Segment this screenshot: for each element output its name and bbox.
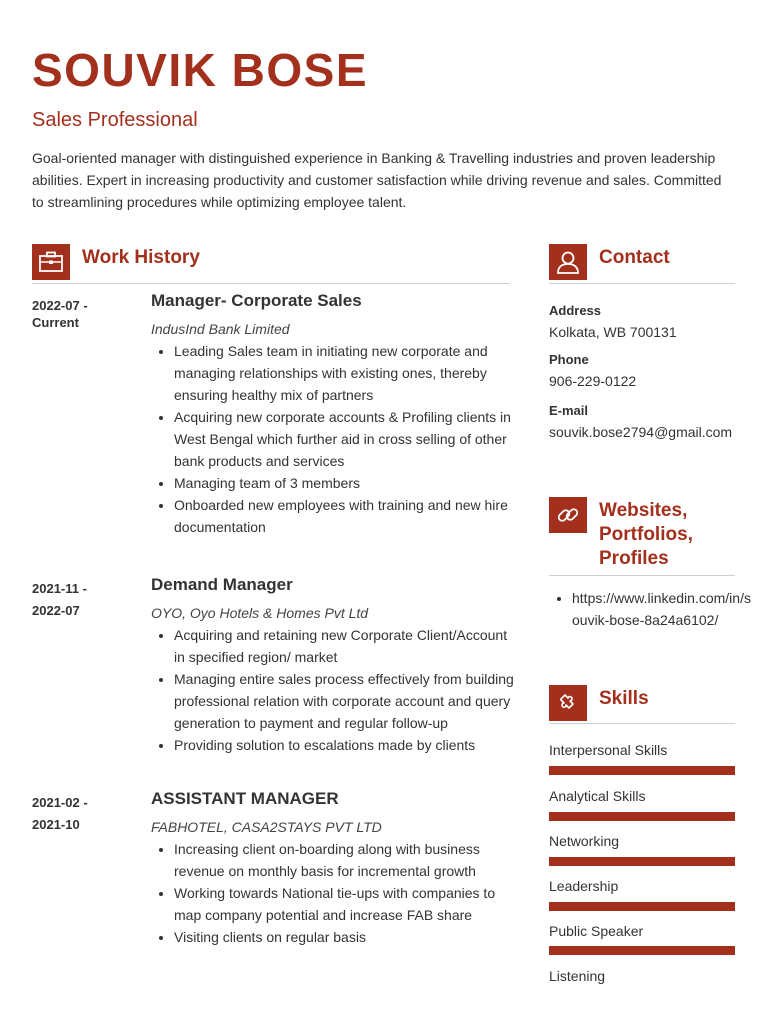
job-bullet: • Managing team of 3 members [174,472,516,494]
job-bullets [151,340,516,538]
skill-name: Listening [549,968,606,984]
job-bullet: • Acquiring and retaining new Corporate Client/Account in specified region/ market [174,624,516,668]
work-history-divider [32,283,510,284]
job-date-end: 2022-07 [32,603,80,618]
job-bullet: • Providing solution to escalations made by clients [174,734,516,756]
contact-header [549,244,670,280]
websites-list [549,587,758,631]
job-bullet: • Onboarded new employees with training and new hire documentation [174,494,516,538]
job-details [151,789,516,948]
skill-bar-fill [549,946,735,955]
skill-name: Public Speaker [549,923,644,939]
skill-bar-fill [549,902,735,911]
candidate-title: Sales Professional [32,109,198,131]
puzzle-icon [549,685,587,721]
job-title: Manager- Corporate Sales [151,291,362,310]
job-date-start: 2021-02 - [32,795,88,810]
briefcase-icon [32,244,70,280]
contact-title: Contact [599,247,670,268]
skill-name: Interpersonal Skills [549,742,668,758]
job-company: IndusInd Bank Limited [151,321,290,337]
skill-bar [549,857,735,866]
link-icon [549,497,587,533]
skill-name: Networking [549,833,620,849]
skill-bar [549,812,735,821]
job-dates [32,792,132,836]
job-date-end: Current [32,315,79,330]
websites-title: Websites, Portfolios, Profiles [599,500,693,569]
job-title: Demand Manager [151,575,293,594]
job-bullet: • Visiting clients on regular basis [174,926,516,948]
job-bullet: • Managing entire sales process effectively from building professional relation with corporate account and query generation to payment and regular follow-up [174,668,516,734]
job-bullet: • Acquiring new corporate accounts & Profiling clients in West Bengal which further aid in cross selling of other bank products and services [174,406,516,472]
address-value: Kolkata, WB 700131 [549,324,677,340]
email-label: E-mail [549,403,589,418]
skill-name: Leadership [549,878,619,894]
job-company: OYO, Oyo Hotels & Homes Pvt Ltd [151,605,369,621]
job-dates [32,578,132,622]
phone-value: 906-229-0122 [549,373,637,389]
job-bullet: • Leading Sales team in initiating new corporate and managing relationships with existing ones, thereby ensuring healthy mix of partners [174,340,516,406]
job-date-start: 2022-07 - [32,298,88,313]
phone-label: Phone [549,352,589,367]
linkedin-link[interactable]: • https://www.linkedin.com/in/souvik-bose-8a24a6102/ [572,587,758,631]
websites-header [549,497,729,571]
job-dates [32,297,132,331]
skill-bar [549,946,735,955]
person-icon [549,244,587,280]
websites-divider [549,575,735,576]
skill-bar [549,902,735,911]
job-title: ASSISTANT MANAGER [151,789,339,808]
skill-name: Analytical Skills [549,788,646,804]
skills-header [549,685,649,721]
contact-divider [549,283,735,284]
work-history-header [32,244,200,280]
skill-bar [549,766,735,775]
skills-title: Skills [599,688,649,709]
job-company: FABHOTEL, CASA2STAYS PVT LTD [151,819,382,835]
work-history-title: Work History [82,247,200,268]
skills-divider [549,723,735,724]
address-label: Address [549,303,602,318]
job-bullet: • Working towards National tie-ups with companies to map company potential and increase FAB share [174,882,516,926]
candidate-name: SOUVIK BOSE [32,44,369,96]
job-details [151,291,516,538]
job-date-end: 2021-10 [32,817,80,832]
job-date-start: 2021-11 - [32,581,87,596]
job-bullets [151,624,516,756]
skill-bar-fill [549,812,735,821]
professional-summary: Goal-oriented manager with distinguished experience in Banking & Travelling industries and proven leadership abilities. Expert in increasing productivity and customer satisfaction while driving revenue and sales. Committed to streamlining procedures while optimizing employee talent. [32,150,722,210]
job-bullet: • Increasing client on-boarding along with business revenue on monthly basis for incremental growth [174,838,516,882]
job-details [151,575,516,756]
email-value: souvik.bose2794@gmail.com [549,424,733,440]
skill-bar-fill [549,766,735,775]
job-bullets [151,838,516,948]
skill-bar-fill [549,857,735,866]
